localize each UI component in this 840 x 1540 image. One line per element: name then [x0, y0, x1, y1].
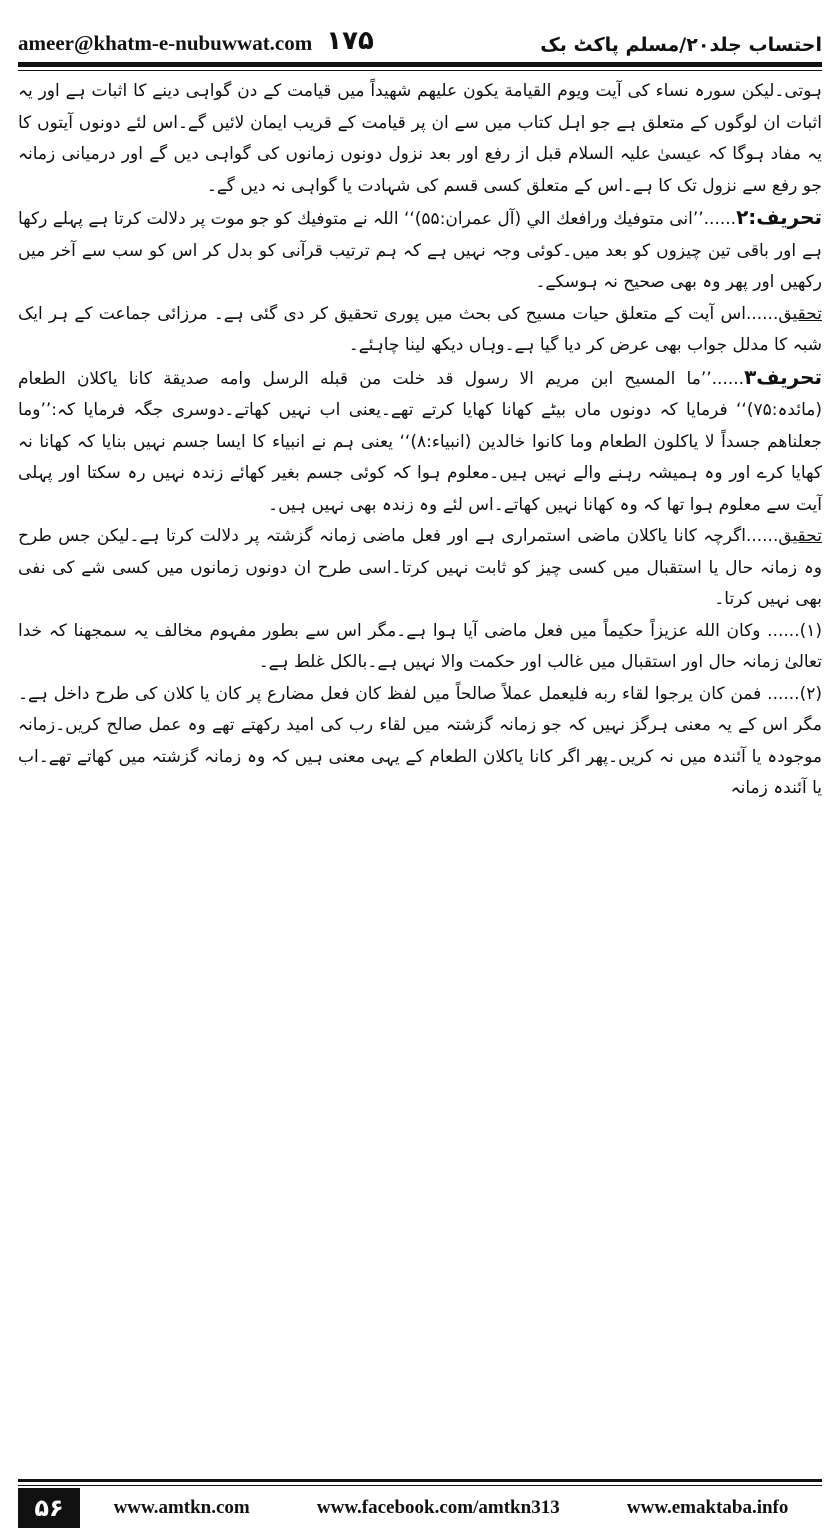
- page-footer: [18, 1485, 822, 1530]
- tahqiq-1-heading: تحقیق: [778, 303, 822, 324]
- tahreef-3-text: ......’’ما المسیح ابن مریم الا رسول قد خلت من قبله الرسل وامه صدیقة کانا یاکلان الطعام (مائدہ:۷۵)‘‘ فرمایا کہ دونوں ماں بیٹے کھانا کھایا کرتے تھے۔یعنی اب نہیں کھاتے۔دوسری جگہ فرمایا کہ:’’وما جعلناهم جسداً لا یاکلون الطعام وما کانوا خالدین (انبیاء:۸)‘‘ یعنی ہم نے انبیاء کا ایسا جسم نہیں بنایا کہ کھانا نہ کھایا کرے اور وہ ہمیشہ رہنے والے نہیں ہیں۔معلوم ہوا کہ کوئی جسم بغیر کھائے زندہ نہیں رہ سکتا اور پہلی آیت سے معلوم ہوا تھا کہ وہ کھانا نہیں کھاتے۔اس لئے وہ زندہ بھی نہیں ہیں۔: [18, 368, 822, 515]
- footer-rule: [18, 1479, 822, 1482]
- page-content: [18, 76, 822, 1436]
- tahreef-3-heading: تحریف۳: [744, 364, 822, 389]
- footer-links: [80, 1497, 822, 1519]
- header-book-title: احتساب جلد۲۰/مسلم پاکٹ بک: [540, 34, 822, 56]
- paragraph-tahreef-3: [18, 362, 822, 522]
- header-page-number: ۱۷۵: [326, 26, 374, 56]
- paragraph-tahreef-2: [18, 202, 822, 299]
- tahreef-2-heading: تحریف:۲: [736, 205, 822, 229]
- header-rule-thick: [18, 62, 822, 67]
- paragraph-point-2: (۲)...... فمن کان یرجوا لقاء ربه فلیعمل عملاً صالحاً میں لفظ کان فعل مضارع پر کان یا کلان کی طرح داخل ہے۔مگر اس کے یہ معنی ہرگز نہیں کہ جو زمانہ گزشتہ میں لقاء رب کی امید رکھتے تھے وہ عمل صالح کریں۔زمانہ موجودہ یا آئندہ میں نہ کریں۔پھر اگر کانا یاکلان الطعام کے یہی معنی ہیں کہ وہ زمانہ گزشتہ میں کھاتے تھے۔اب یا آئندہ زمانہ: [18, 683, 822, 798]
- paragraph-tahqiq-1: [18, 299, 822, 362]
- page-header: [18, 14, 822, 56]
- header-email[interactable]: ameer@khatm-e-nubuwwat.com: [18, 31, 313, 55]
- header-left: [18, 26, 374, 56]
- tahqiq-1-text: ......اس آیت کے متعلق حیات مسیح کی بحث میں پوری تحقیق کر دی گئی ہے۔ مرزائی جماعت کے ہر ایک شبہ کا مدلل جواب بھی عرض کر دیا گیا ہے۔وہاں دیکھ لینا چاہئے۔: [18, 303, 822, 355]
- paragraph-tahqiq-2: [18, 521, 822, 616]
- tahqiq-2-heading: تحقیق: [778, 526, 822, 546]
- footer-link-facebook[interactable]: www.facebook.com/amtkn313: [316, 1497, 560, 1518]
- footer-link-emaktaba[interactable]: www.emaktaba.info: [626, 1497, 789, 1518]
- paragraph-point-1: (۱)...... وکان الله عزیزاً حکیماً میں فعل ماضی آیا ہوا ہے۔مگر اس سے بطور مفہوم مخالف یہ سمجھنا کہ خدا تعالیٰ زمانہ حال اور استقبال میں غالب اور حکمت والا نہیں ہے۔بالکل غلط ہے۔: [18, 620, 822, 672]
- tahqiq-2-text: ......اگرچہ کانا یاکلان ماضی استمراری ہے اور فعل ماضی زمانہ گزشتہ پر دلالت کرتا ہے۔لیکن جس طرح وہ زمانہ حال یا استقبال میں کسی چیز کو ثابت نہیں کرتا۔اسی طرح ان دونوں زمانوں میں کسی شے کی نفی بھی نہیں کرتا۔: [18, 526, 822, 609]
- paragraph-intro: ہوتی۔لیکن سورہ نساء کی آیت ویوم القیامة یکون علیهم شهیداً میں قیامت کے دن گواہی دینے کا اثبات ہے اور یہ اثبات ان لوگوں کے متعلق ہے جو اہل کتاب میں سے ان پر قیامت کے قریب ایمان لائیں گے۔اس لئے دونوں آیتوں کا یہ مفاد ہوگا کہ عیسیٰ علیہ السلام قبل از رفع اور بعد نزول دونوں زمانوں کی گواہی دیں گے اور درمیانی زمانہ جو رفع سے نزول تک کا ہے۔اس کے متعلق کسی قسم کی شہادت یا گواہی نہ دیں گے۔: [18, 81, 822, 196]
- header-rule-thin: [18, 70, 822, 71]
- footer-page-number: ۵۶: [18, 1488, 80, 1528]
- footer-link-amtkn[interactable]: www.amtkn.com: [113, 1497, 250, 1518]
- tahreef-2-text: ......’’انی متوفیك ورافعك الي (آل عمران:۵۵)‘‘ اللہ نے متوفیك کو جو موت پر دلالت کرتا ہے پہلے رکھا ہے اور باقی تین چیزوں کو بعد میں۔کوئی وجہ نہیں ہے کہ ہم ترتیب قرآنی کو بدل کر اس کو سب سے آخر میں رکھیں اور پھر وہ بھی صحیح نہ ہوسکے۔: [18, 209, 822, 292]
